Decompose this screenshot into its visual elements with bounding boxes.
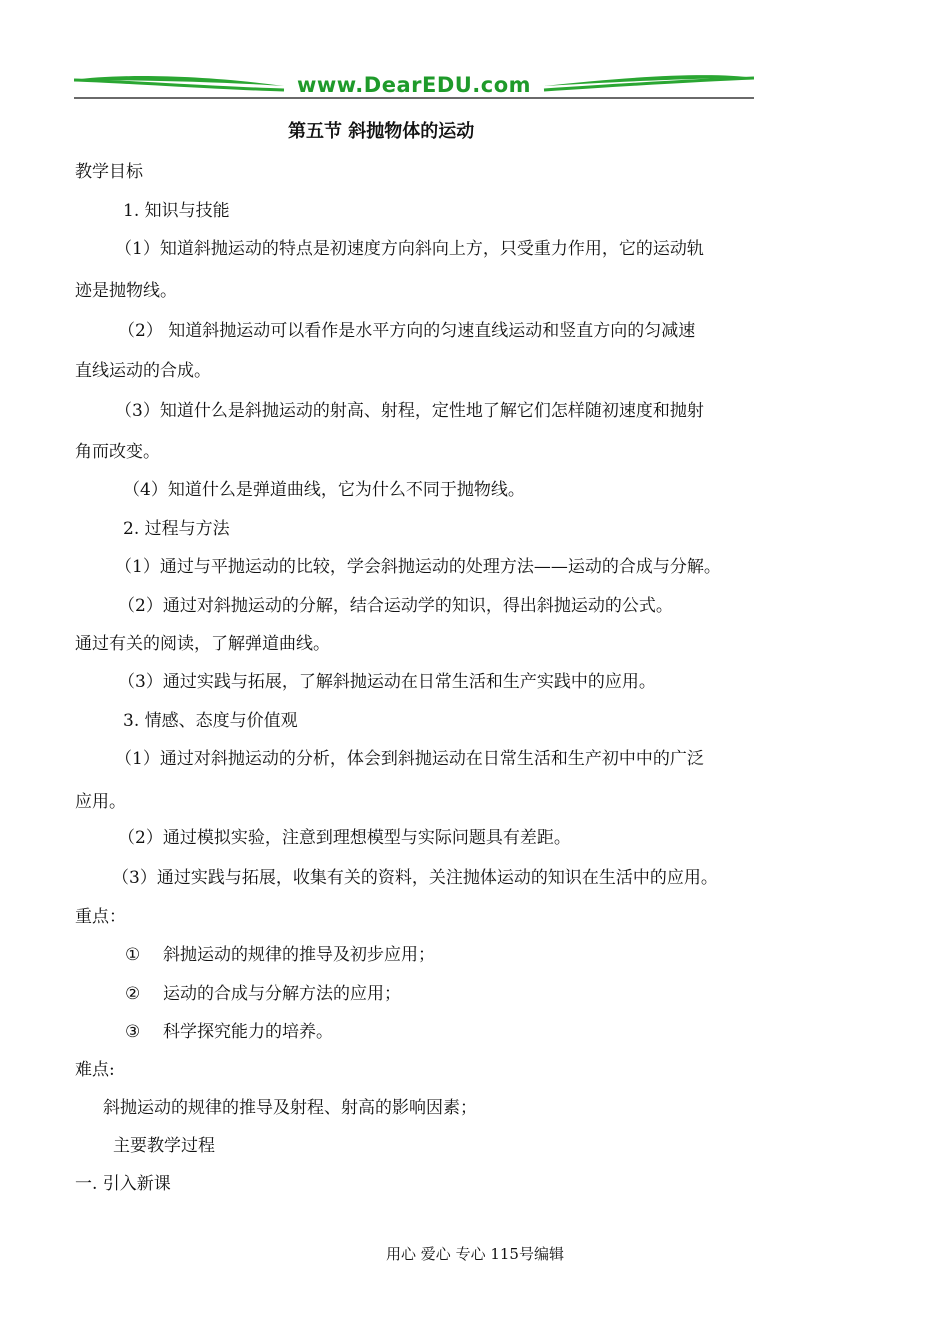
paragraph-line: 迹是抛物线。 xyxy=(75,281,177,301)
list-number: ② xyxy=(125,984,141,1004)
section-heading-difficulties: 难点: xyxy=(75,1060,115,1080)
paragraph-line: 通过有关的阅读，了解弹道曲线。 xyxy=(75,634,330,654)
paragraph-line: （1）通过与平抛运动的比较，学会斜抛运动的处理方法——运动的合成与分解。 xyxy=(115,557,721,577)
paragraph-line: （3）知道什么是斜抛运动的射高、射程，定性地了解它们怎样随初速度和抛射 xyxy=(115,401,704,421)
list-text: 运动的合成与分解方法的应用； xyxy=(163,984,401,1004)
key-point-item xyxy=(125,1021,333,1043)
subheading-process-methods: 2. 过程与方法 xyxy=(123,519,230,539)
paragraph-line: （2） 知道斜抛运动可以看作是水平方向的匀速直线运动和竖直方向的匀减速 xyxy=(118,321,696,341)
list-text: 科学探究能力的培养。 xyxy=(163,1022,333,1042)
paragraph-line: 斜抛运动的规律的推导及射程、射高的影响因素； xyxy=(103,1098,477,1118)
paragraph-line: 直线运动的合成。 xyxy=(75,361,211,381)
page-footer: 用心 爱心 专心 115号编辑 xyxy=(386,1245,564,1263)
subheading-knowledge-skills: 1. 知识与技能 xyxy=(123,201,230,221)
section-heading-teaching-process: 主要教学过程 xyxy=(113,1136,215,1156)
section-heading-objectives: 教学目标 xyxy=(75,162,143,182)
paragraph-line: 角而改变。 xyxy=(75,442,160,462)
site-header-banner xyxy=(74,70,754,102)
paragraph-line: 应用。 xyxy=(75,792,126,812)
paragraph-line: （1）通过对斜抛运动的分析，体会到斜抛运动在日常生活和生产初中中的广泛 xyxy=(115,749,704,769)
key-point-item xyxy=(125,944,435,966)
paragraph-line: （3）通过实践与拓展，收集有关的资料，关注抛体运动的知识在生活中的应用。 xyxy=(112,868,718,888)
paragraph-line: （1）知道斜抛运动的特点是初速度方向斜向上方，只受重力作用，它的运动轨 xyxy=(115,239,704,259)
section-heading-key-points: 重点： xyxy=(75,907,126,927)
paragraph-line: （3）通过实践与拓展，了解斜抛运动在日常生活和生产实践中的应用。 xyxy=(118,672,656,692)
list-text: 斜抛运动的规律的推导及初步应用； xyxy=(163,945,435,965)
list-number: ③ xyxy=(125,1022,141,1042)
subheading-attitudes-values: 3. 情感、态度与价值观 xyxy=(123,711,298,731)
paragraph-line: （4）知道什么是弹道曲线，它为什么不同于抛物线。 xyxy=(123,480,525,500)
paragraph-line: （2）通过模拟实验，注意到理想模型与实际问题具有差距。 xyxy=(118,828,571,848)
site-url: www.DearEDU.com xyxy=(296,73,532,97)
key-point-item xyxy=(125,983,401,1005)
list-number: ① xyxy=(125,945,141,965)
paragraph-line: （2）通过对斜抛运动的分解，结合运动学的知识，得出斜抛运动的公式。 xyxy=(118,596,673,616)
page-title: 第五节 斜抛物体的运动 xyxy=(288,121,475,142)
section-heading-intro: 一. 引入新课 xyxy=(75,1174,171,1194)
